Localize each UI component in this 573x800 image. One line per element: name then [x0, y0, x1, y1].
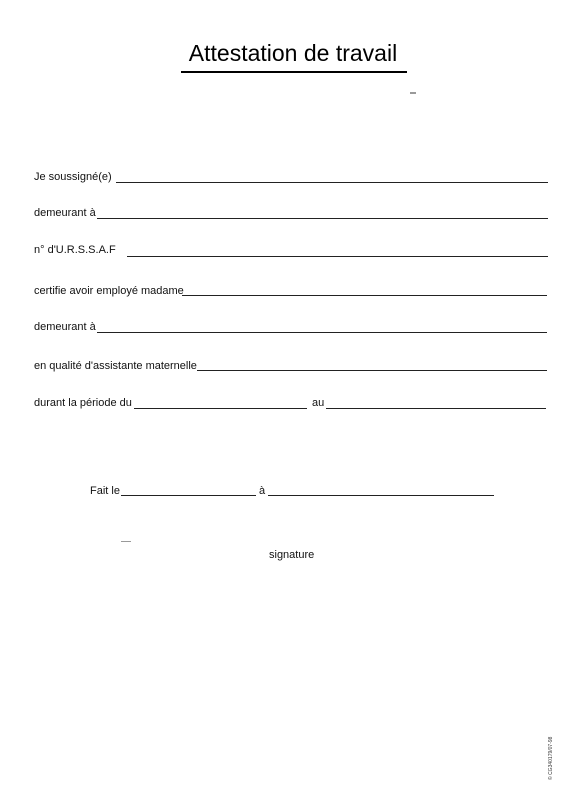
field-periode-au-line[interactable] [326, 408, 546, 409]
title-underline [181, 71, 407, 73]
scan-speck [121, 541, 131, 542]
field-urssaf-line[interactable] [127, 256, 548, 257]
label-soussigne: Je soussigné(e) [34, 171, 112, 183]
label-fait-le: Fait le [90, 485, 120, 497]
field-soussigne-line[interactable] [116, 182, 548, 183]
label-demeurant-2: demeurant à [34, 321, 96, 333]
label-demeurant-1: demeurant à [34, 207, 96, 219]
field-qualite-line[interactable] [197, 370, 547, 371]
label-fait-a: à [259, 485, 266, 497]
signature-label: signature [269, 549, 315, 561]
field-demeurant-2-line[interactable] [97, 332, 547, 333]
field-fait-le-line[interactable] [121, 495, 256, 496]
field-certifie-line[interactable] [182, 295, 547, 296]
reference-code: © CG340179/07-98 [548, 736, 554, 780]
label-qualite: en qualité d'assistante maternelle [34, 360, 197, 372]
field-periode-du-line[interactable] [134, 408, 307, 409]
field-demeurant-1-line[interactable] [97, 218, 548, 219]
label-periode-au: au [312, 397, 325, 409]
label-periode-du: durant la période du [34, 397, 132, 409]
page-title: Attestation de travail [188, 40, 398, 66]
label-urssaf: n° d'U.R.S.S.A.F [34, 244, 116, 256]
scan-speck [410, 92, 416, 94]
field-fait-a-line[interactable] [268, 495, 494, 496]
label-certifie: certifie avoir employé madame [34, 285, 184, 297]
